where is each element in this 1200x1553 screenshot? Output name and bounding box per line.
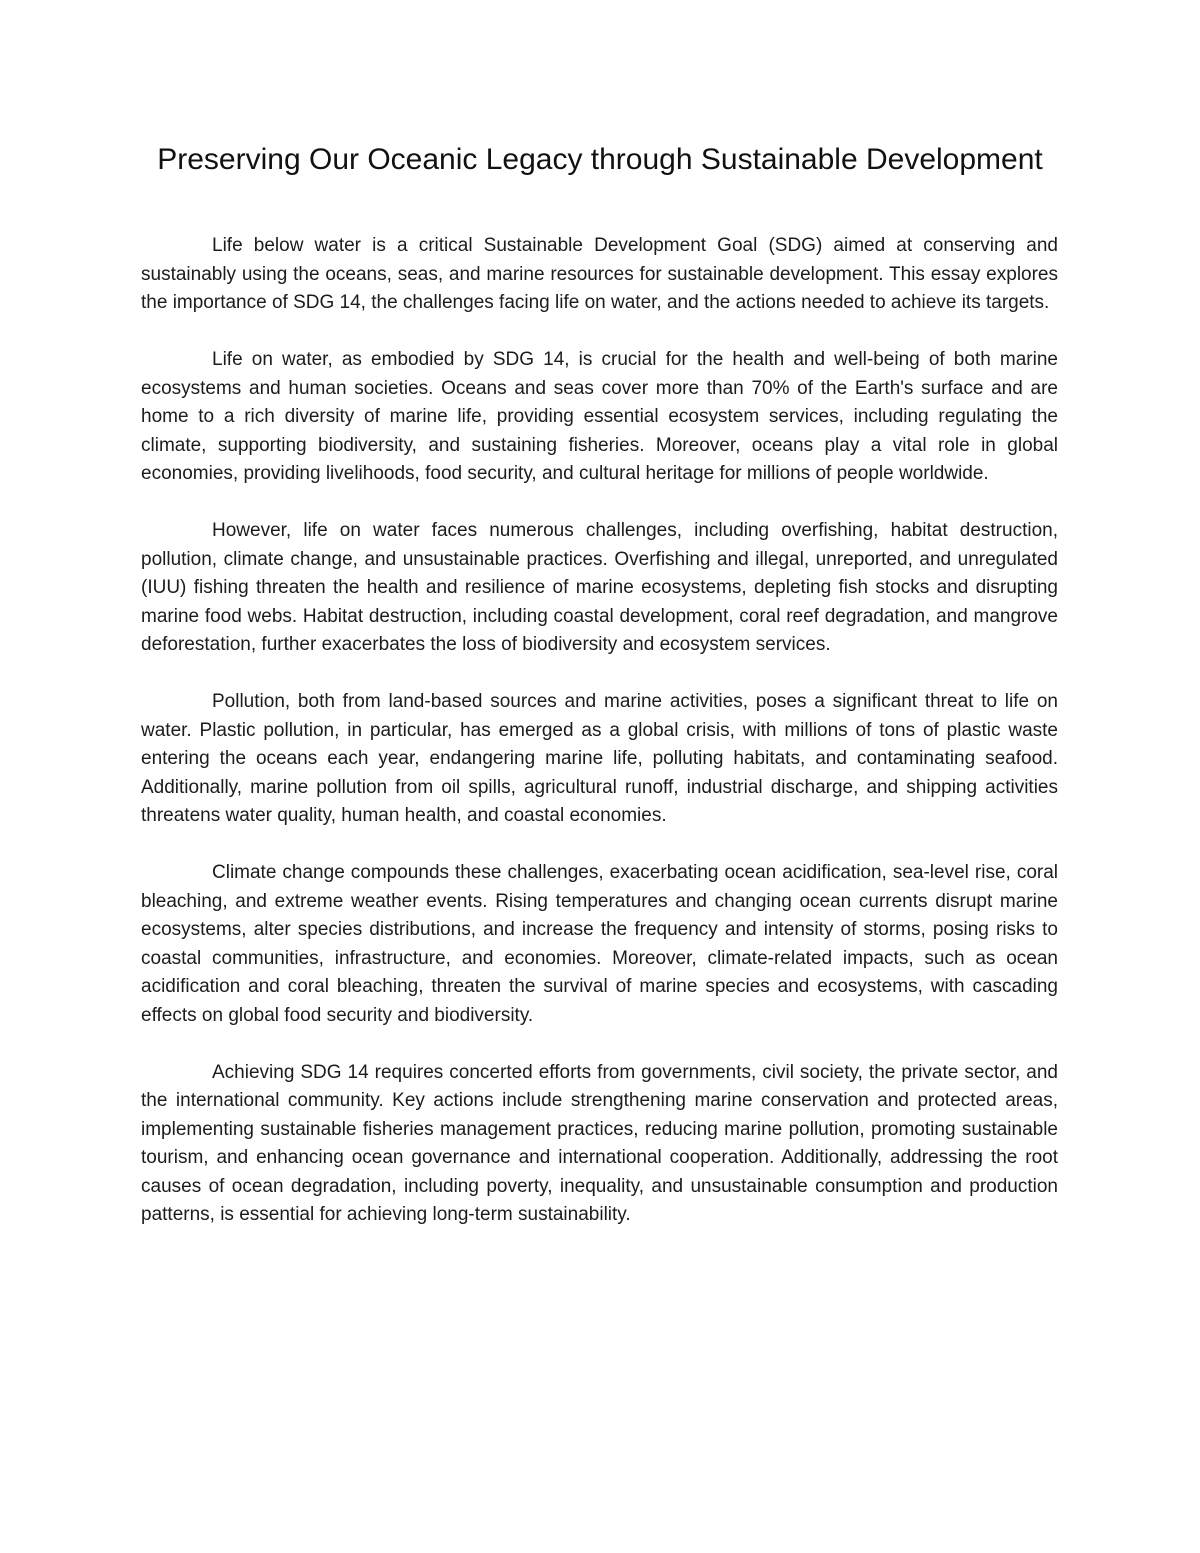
paragraph-climate-change: Climate change compounds these challenges, exacerbating ocean acidification, sea-level rise, coral bleaching, and extreme weather events. Rising temperatures and changing ocean currents disrupt marine ecosystems, alter species distributions, and increase the frequency and intensity of storms, posing risks to coastal communities, infrastructure, and economies. Moreover, climate-related impacts, such as ocean acidification and coral bleaching, threaten the survival of marine species and ecosystems, with cascading effects on global food security and biodiversity. (141, 862, 1058, 1026)
paragraph-intro: Life below water is a critical Sustainable Development Goal (SDG) aimed at conserving and sustainably using the oceans, seas, and marine resources for sustainable development. This essay explores the importance of SDG 14, the challenges facing life on water, and the actions needed to achieve its targets. (141, 235, 1058, 313)
paragraph-actions: Achieving SDG 14 requires concerted efforts from governments, civil society, the private sector, and the international community. Key actions include strengthening marine conservation and protected areas, implementing sustainable fisheries management practices, reducing marine pollution, promoting sustainable tourism, and enhancing ocean governance and international cooperation. Additionally, addressing the root causes of ocean degradation, including poverty, inequality, and unsustainable consumption and production patterns, is essential for achieving long-term sustainability. (141, 1061, 1058, 1225)
paragraph-challenges: However, life on water faces numerous challenges, including overfishing, habitat destruction, pollution, climate change, and unsustainable practices. Overfishing and illegal, unreported, and unregulated (IUU) fishing threaten the health and resilience of marine ecosystems, depleting fish stocks and disrupting marine food webs. Habitat destruction, including coastal development, coral reef degradation, and mangrove deforestation, further exacerbates the loss of biodiversity and ecosystem services. (141, 520, 1058, 655)
document-body (141, 232, 1058, 1258)
document-title: Preserving Our Oceanic Legacy through Sustainable Development (157, 143, 1043, 176)
paragraph-importance: Life on water, as embodied by SDG 14, is crucial for the health and well-being of both marine ecosystems and human societies. Oceans and seas cover more than 70% of the Earth's surface and are home to a rich diversity of marine life, providing essential ecosystem services, including regulating the climate, supporting biodiversity, and sustaining fisheries. Moreover, oceans play a vital role in global economies, providing livelihoods, food security, and cultural heritage for millions of people worldwide. (141, 349, 1058, 484)
paragraph-pollution: Pollution, both from land-based sources and marine activities, poses a significant threat to life on water. Plastic pollution, in particular, has emerged as a global crisis, with millions of tons of plastic waste entering the oceans each year, endangering marine life, polluting habitats, and contaminating seafood. Additionally, marine pollution from oil spills, agricultural runoff, industrial discharge, and shipping activities threatens water quality, human health, and coastal economies. (141, 691, 1058, 826)
